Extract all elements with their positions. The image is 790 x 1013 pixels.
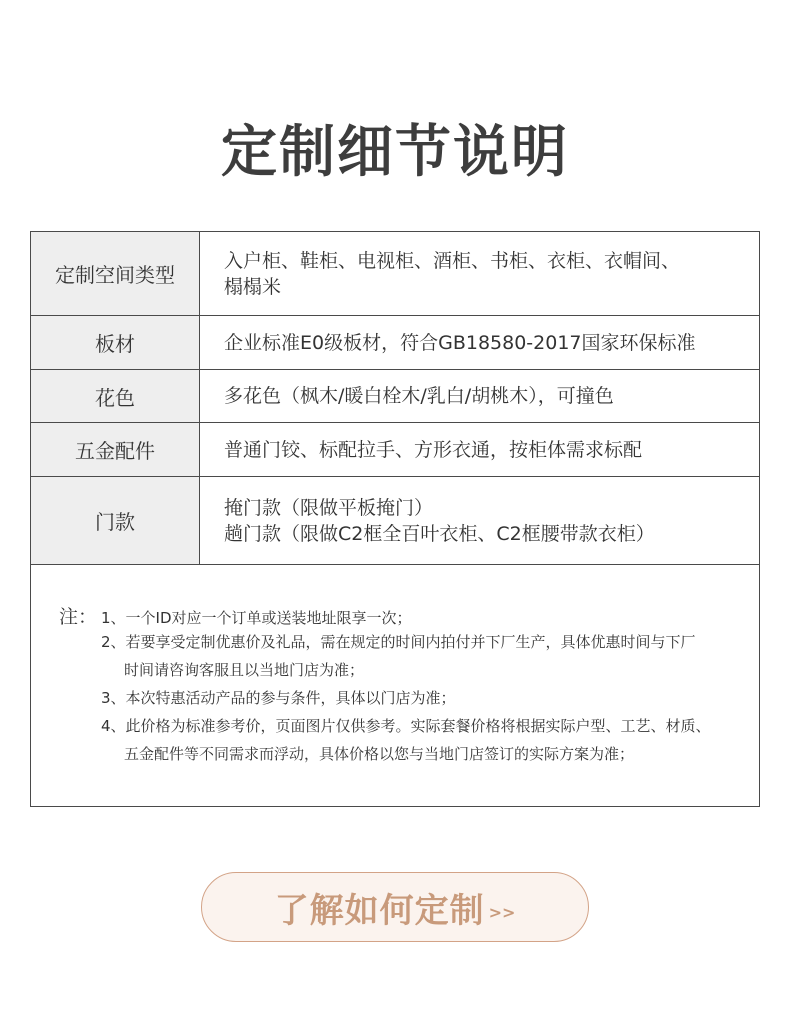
spec-value	[200, 477, 759, 564]
spec-row-hardware	[31, 423, 759, 477]
notes-prefix: 注：	[59, 606, 98, 628]
spec-value-line: 趟门款（限做C2框全百叶衣柜、C2框腰带款衣柜）	[224, 522, 655, 545]
spec-label: 门款	[31, 477, 200, 564]
spec-value-line: 普通门铰、标配拉手、方形衣通，按柜体需求标配	[224, 438, 643, 461]
spec-value	[200, 423, 759, 476]
spec-row-board	[31, 316, 759, 370]
spec-label: 板材	[31, 316, 200, 369]
spec-value-line: 掩门款（限做平板掩门）	[224, 496, 434, 519]
spec-label: 定制空间类型	[31, 232, 200, 315]
spec-label: 五金配件	[31, 423, 200, 476]
double-chevron-right-icon: >>	[488, 902, 516, 922]
spec-panel	[30, 231, 760, 807]
spec-row-space-type	[31, 232, 759, 316]
learn-customization-button[interactable]	[201, 872, 589, 942]
spec-value	[200, 232, 759, 315]
note-line: 2、若要享受定制优惠价及礼品，需在规定的时间内拍付并下厂生产，具体优惠时间与下厂	[101, 633, 696, 651]
spec-value-line: 入户柜、鞋柜、电视柜、酒柜、书柜、衣柜、衣帽间、	[224, 249, 681, 272]
spec-label: 花色	[31, 370, 200, 422]
note-line: 1、一个ID对应一个订单或送装地址限享一次；	[101, 609, 412, 627]
note-line: 时间请咨询客服且以当地门店为准；	[124, 661, 365, 679]
spec-value	[200, 370, 759, 422]
spec-value-line: 多花色（枫木/暖白栓木/乳白/胡桃木），可撞色	[224, 385, 614, 407]
cta-label: 了解如何定制	[274, 890, 485, 931]
note-line: 4、此价格为标准参考价，页面图片仅供参考。实际套餐价格将根据实际户型、工艺、材质、	[101, 717, 711, 735]
page-title: 定制细节说明	[221, 120, 569, 185]
spec-row-color	[31, 370, 759, 423]
spec-row-door	[31, 477, 759, 565]
note-line: 3、本次特惠活动产品的参与条件，具体以门店为准；	[101, 689, 456, 707]
spec-value-line: 榻榻米	[224, 275, 282, 298]
spec-value-line: 企业标准E0级板材，符合GB18580-2017国家环保标准	[224, 331, 696, 354]
note-line: 五金配件等不同需求而浮动，具体价格以您与当地门店签订的实际方案为准；	[124, 745, 635, 763]
spec-table	[31, 232, 759, 565]
spec-value	[200, 316, 759, 369]
